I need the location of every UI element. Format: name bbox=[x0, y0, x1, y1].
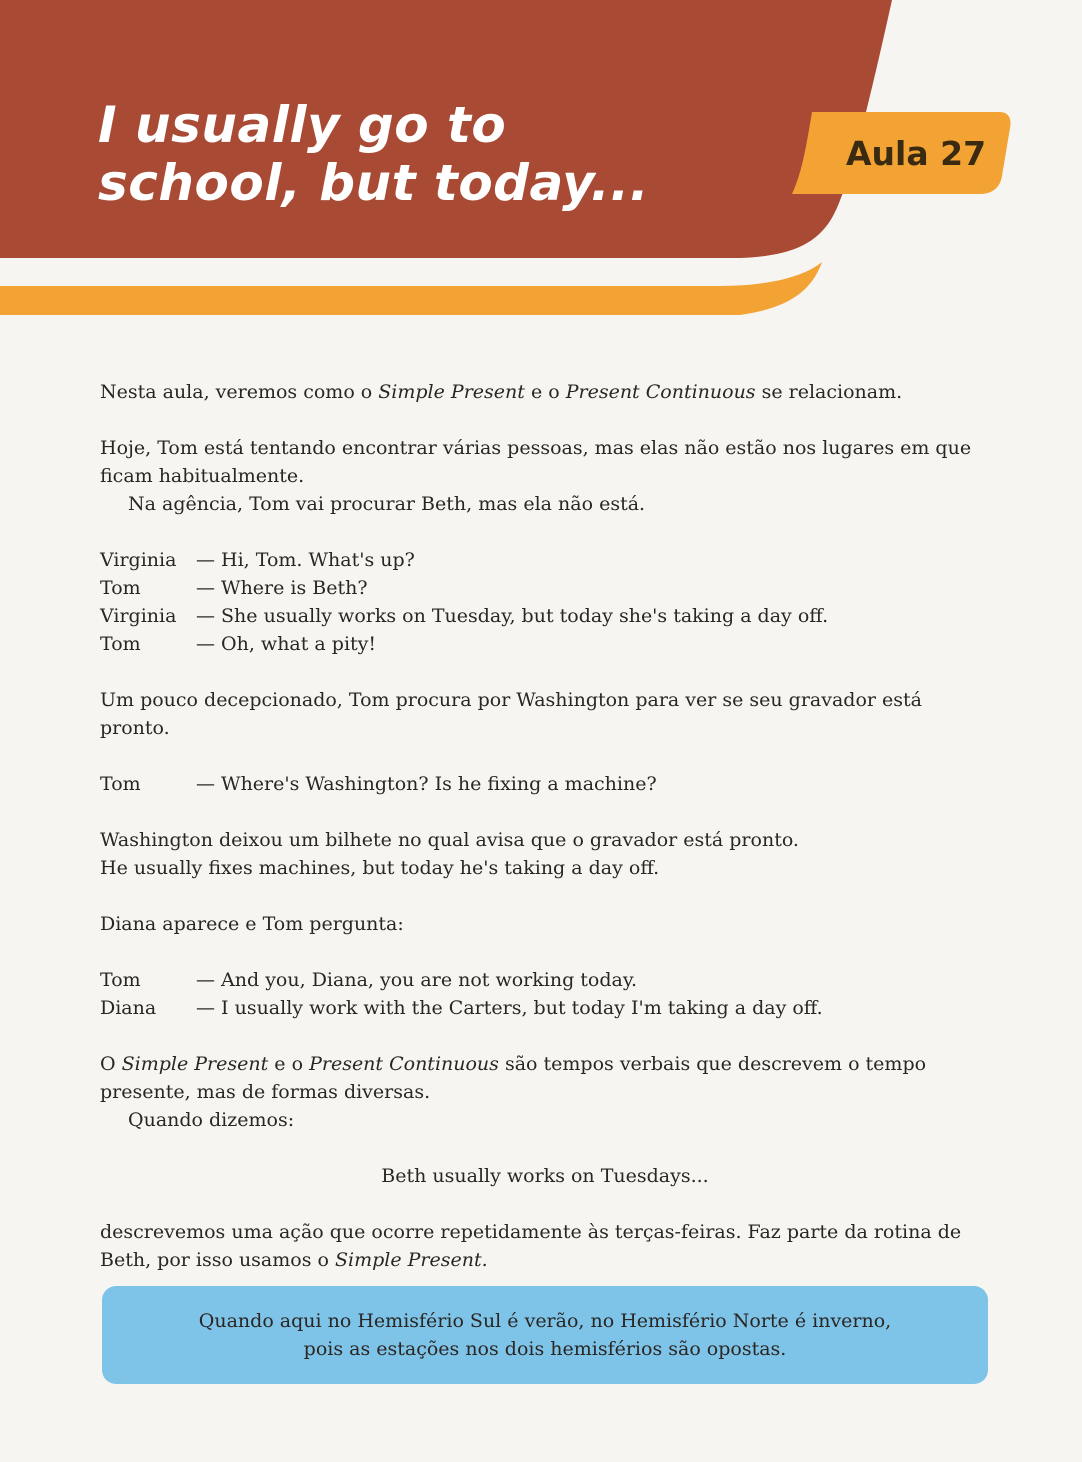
paragraph-5: O Simple Present e o Present Continuous são tempos verbais que descrevem o tempo presente, mas de formas diversas. bbox=[100, 1053, 927, 1103]
speaker: Virginia bbox=[100, 605, 177, 627]
dialogue-1 bbox=[100, 546, 990, 658]
speaker: Tom bbox=[100, 633, 141, 655]
lesson-badge: Aula 27 bbox=[846, 134, 987, 173]
dialogue-line bbox=[100, 630, 990, 658]
speech: — Hi, Tom. What's up? bbox=[196, 549, 415, 571]
dialogue-3 bbox=[100, 966, 990, 1022]
title-line-2: school, but today... bbox=[98, 154, 650, 212]
speech: — And you, Diana, you are not working today. bbox=[196, 969, 638, 991]
paragraph-1b: Na agência, Tom vai procurar Beth, mas ela não está. bbox=[128, 493, 646, 515]
dialogue-line bbox=[100, 546, 990, 574]
dialogue-line bbox=[100, 602, 990, 630]
speech: — She usually works on Tuesday, but today she's taking a day off. bbox=[196, 605, 829, 627]
lesson-content bbox=[100, 378, 990, 1274]
paragraph-2: Um pouco decepcionado, Tom procura por Washington para ver se seu gravador está pronto. bbox=[100, 689, 922, 739]
paragraph-3a: Washington deixou um bilhete no qual avisa que o gravador está pronto. bbox=[100, 829, 799, 851]
note-line-2: pois as estações nos dois hemisférios são opostas. bbox=[303, 1338, 787, 1360]
speech: — Where is Beth? bbox=[196, 577, 368, 599]
note-line-1: Quando aqui no Hemisfério Sul é verão, no Hemisfério Norte é inverno, bbox=[198, 1310, 892, 1332]
speaker: Diana bbox=[100, 997, 157, 1019]
speaker: Tom bbox=[100, 577, 141, 599]
paragraph-5b: Quando dizemos: bbox=[128, 1109, 295, 1131]
dialogue-2 bbox=[100, 770, 990, 798]
intro-paragraph: Nesta aula, veremos como o Simple Present e o Present Continuous se relacionam. bbox=[100, 381, 903, 403]
speech: — I usually work with the Carters, but today I'm taking a day off. bbox=[196, 997, 823, 1019]
page-title bbox=[98, 96, 649, 212]
speech: — Oh, what a pity! bbox=[196, 633, 377, 655]
speaker: Tom bbox=[100, 969, 141, 991]
header-orange-stripe bbox=[0, 262, 822, 315]
speaker: Tom bbox=[100, 773, 141, 795]
speaker: Virginia bbox=[100, 549, 177, 571]
dialogue-line bbox=[100, 574, 990, 602]
title-line-1: I usually go to bbox=[98, 96, 507, 154]
dialogue-line bbox=[100, 770, 990, 798]
info-note-box bbox=[102, 1286, 988, 1384]
example-sentence: Beth usually works on Tuesdays... bbox=[381, 1165, 709, 1187]
paragraph-4: Diana aparece e Tom pergunta: bbox=[100, 913, 404, 935]
paragraph-1: Hoje, Tom está tentando encontrar várias pessoas, mas elas não estão nos lugares em que ficam habitualmente. bbox=[100, 437, 972, 487]
speech: — Where's Washington? Is he fixing a machine? bbox=[196, 773, 657, 795]
dialogue-line bbox=[100, 966, 990, 994]
dialogue-line bbox=[100, 994, 990, 1022]
paragraph-6: descrevemos uma ação que ocorre repetidamente às terças-feiras. Faz parte da rotina de Beth, por isso usamos o Simple Present. bbox=[100, 1221, 962, 1271]
paragraph-3b: He usually fixes machines, but today he's taking a day off. bbox=[100, 857, 660, 879]
